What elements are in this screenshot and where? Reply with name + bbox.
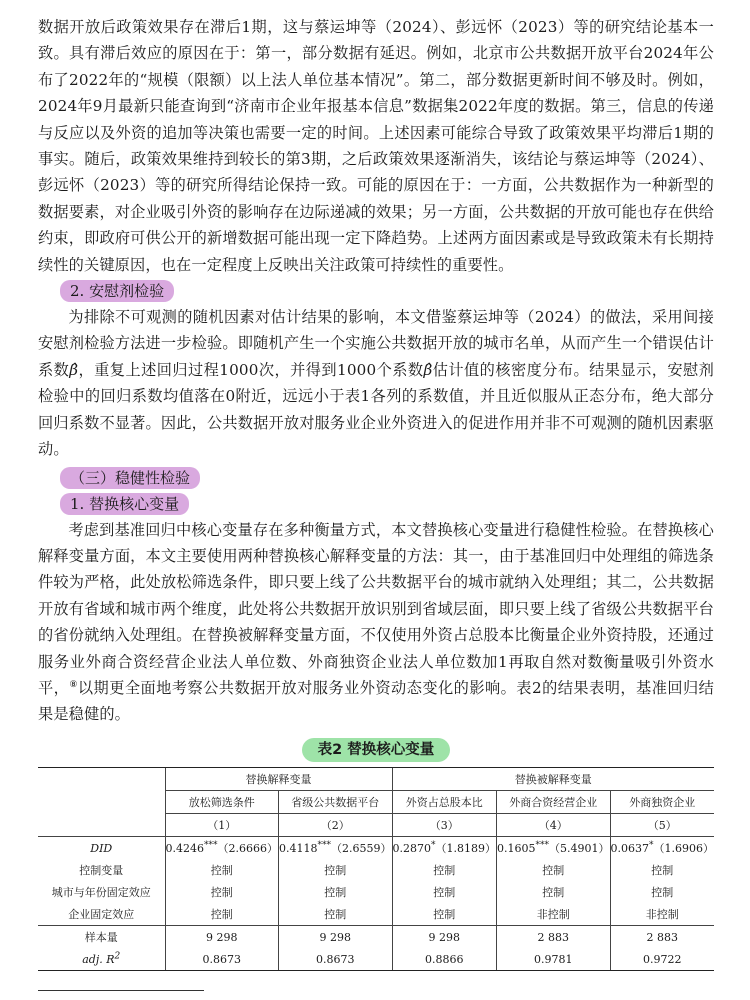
table-cell: 控制 <box>279 903 393 926</box>
table-cell: 9 298 <box>392 926 497 949</box>
group-header-replace-dependent: 替换被解释变量 <box>392 768 714 791</box>
table-caption-wrap <box>38 738 714 766</box>
column-header: 省级公共数据平台 <box>279 791 393 814</box>
placebo-text-b: ，重复上述回归过程1000次，并得到1000个系数 <box>78 360 424 379</box>
t-statistic: （1.8189） <box>435 842 496 855</box>
table-cell: 控制 <box>279 881 393 903</box>
table-cell: 控制 <box>165 881 279 903</box>
column-header: 放松筛选条件 <box>165 791 279 814</box>
adj-r-label: adj. R <box>82 952 115 966</box>
table-row-sample-size <box>38 926 714 949</box>
t-statistic: （2.6559） <box>331 842 392 855</box>
column-number: （1） <box>165 814 279 837</box>
table-cell: 控制 <box>279 859 393 881</box>
did-coefficient: 0.4118 <box>279 842 318 855</box>
table-column-header-row <box>38 791 714 814</box>
r2-superscript: 2 <box>114 950 121 961</box>
did-coefficient: 0.4246 <box>165 842 204 855</box>
column-number: （5） <box>610 814 714 837</box>
did-coefficient: 0.1605 <box>497 842 536 855</box>
heading-placebo-test: 2. 安慰剂检验 <box>60 280 174 302</box>
table-cell: 0.8866 <box>392 948 497 971</box>
significance-stars: * <box>649 840 654 851</box>
table-row-did <box>38 837 714 860</box>
paragraph-lag-effect: 数据开放后政策效果存在滞后1期，这与蔡运坤等（2024）、彭远怀（2023）等的研究结论基本一致。具有滞后效应的原因在于：第一，部分数据有延迟。例如，北京市公共数据开放平台2024年公布了2022年的“规模（限额）以上法人单位基本情况”。第二，部分数据更新时间不够及时。例如，2024年9月最新只能查询到“济南市企业年报基本信息”数据集2022年度的数据。第三，信息的传递与反应以及外资的追加等决策也需要一定的时间。上述因素可能综合导致了政策效果平均滞后1期的事实。随后，政策效果维持到较长的第3期，之后政策效果逐渐消失，该结论与蔡运坤等（2024）、彭远怀（2023）等的研究所得结论保持一致。可能的原因在于：一方面，公共数据作为一种新型的数据要素，对企业吸引外资的影响存在边际递减的效果；另一方面，公共数据的开放可能也存在供给约束，即政府可供公开的新增数据可能出现一定下降趋势。上述两方面因素或是导致政策未有长期持续性的关键原因，也在一定程度上反映出关注政策可持续性的重要性。 <box>38 18 714 274</box>
column-number: （2） <box>279 814 393 837</box>
table-caption: 表2 替换核心变量 <box>302 738 451 762</box>
table-cell: 控制 <box>165 859 279 881</box>
table-row-controls <box>38 859 714 881</box>
significance-stars: *** <box>535 840 549 851</box>
t-statistic: （2.6666） <box>217 842 278 855</box>
column-number: （3） <box>392 814 497 837</box>
replace-text-a: 考虑到基准回归中核心变量存在多种衡量方式，本文替换核心变量进行稳健性检验。在替换核心解释变量方面，本文主要使用两种替换核心解释变量的方法：其一，由于基准回归中处理组的筛选条件较为严格，此处放松筛选条件，即只要上线了公共数据平台的城市就纳入处理组；其二，公共数据开放有省域和城市两个维度，此处将公共数据开放识别到省域层面，即只要上线了省级公共数据平台的省份就纳入处理组。在替换被解释变量方面，不仅使用外资占总股本比衡量企业外资持股，还通过服务业外商合资经营企业法人单位数、外商独资企业法人单位数加1再取自然对数衡量吸引外资水平， <box>38 520 714 697</box>
did-cell <box>165 837 279 860</box>
t-statistic: （1.6906） <box>653 842 714 855</box>
paragraph-placebo <box>38 304 714 462</box>
results-table <box>38 767 714 971</box>
placebo-text-a: 为排除不可观测的随机因素对估计结果的影响，本文借鉴蔡运坤等（2024）的做法，采用间接安慰剂检验方法进一步检验。即随机产生一个实施公共数据开放的城市名单，从而产生一个错误估计系数 <box>38 308 714 379</box>
did-cell <box>279 837 393 860</box>
table-cell: 0.8673 <box>279 948 393 971</box>
row-label: 控制变量 <box>79 864 124 877</box>
paper-page <box>38 14 714 766</box>
significance-stars: *** <box>317 840 331 851</box>
significance-stars: * <box>431 840 436 851</box>
row-label: 城市与年份固定效应 <box>51 886 151 899</box>
heading-replace-core-variables: 1. 替换核心变量 <box>60 493 189 515</box>
table-cell: 控制 <box>392 859 497 881</box>
t-statistic: （5.4901） <box>549 842 610 855</box>
table-cell: 9 298 <box>279 926 393 949</box>
table-row-firm-fe <box>38 903 714 926</box>
footnote-divider <box>38 990 204 991</box>
table-cell: 控制 <box>392 903 497 926</box>
column-header: 外资占总股本比 <box>392 791 497 814</box>
table-cell: 2 883 <box>497 926 611 949</box>
table-cell: 0.8673 <box>165 948 279 971</box>
row-label: 企业固定效应 <box>68 908 135 921</box>
table-cell: 2 883 <box>610 926 714 949</box>
beta-hat-symbol: β̂ <box>423 360 433 379</box>
table-row-city-year-fe <box>38 881 714 903</box>
table-cell: 控制 <box>497 859 611 881</box>
row-label-did: DID <box>38 837 165 860</box>
empty-cell <box>38 791 165 814</box>
did-cell <box>392 837 497 860</box>
footnote-marker: ⑧ <box>69 679 78 690</box>
column-number: （4） <box>497 814 611 837</box>
did-cell <box>610 837 714 860</box>
column-header: 外商合资经营企业 <box>497 791 611 814</box>
row-label-sample-size: 样本量 <box>38 926 165 949</box>
did-coefficient: 0.2870 <box>392 842 431 855</box>
did-coefficient: 0.0637 <box>610 842 649 855</box>
paragraph-replace-variables <box>38 517 714 728</box>
column-header: 外商独资企业 <box>610 791 714 814</box>
placebo-text-c: 估计值的核密度分布。结果显示，安慰剂检验中的回归系数均值落在0附近，远远小于表1各列的系数值，并且近似服从正态分布，绝大部分回归系数不显著。因此，公共数据开放对服务业企业外资进入的促进作用并非不可观测的随机因素驱动。 <box>38 360 714 459</box>
did-cell <box>497 837 611 860</box>
empty-cell <box>38 814 165 837</box>
replace-text-b: 以期更全面地考察公共数据开放对服务业外资动态变化的影响。表2的结果表明，基准回归结果是稳健的。 <box>38 678 715 724</box>
table-cell: 0.9722 <box>610 948 714 971</box>
table-cell: 非控制 <box>610 903 714 926</box>
table-cell: 控制 <box>497 881 611 903</box>
table-group-header-row <box>38 768 714 791</box>
beta-hat-symbol: β̂ <box>69 360 79 379</box>
group-header-replace-explanatory: 替换解释变量 <box>165 768 392 791</box>
table-cell: 控制 <box>165 903 279 926</box>
empty-corner-cell <box>38 768 165 791</box>
table-cell: 控制 <box>392 881 497 903</box>
table-cell: 非控制 <box>497 903 611 926</box>
table-row-adj-r2 <box>38 948 714 971</box>
row-label-adj-r2 <box>38 948 165 971</box>
table-column-number-row <box>38 814 714 837</box>
heading-robustness: （三）稳健性检验 <box>60 467 200 489</box>
table-cell: 0.9781 <box>497 948 611 971</box>
significance-stars: *** <box>204 840 218 851</box>
table-cell: 控制 <box>610 859 714 881</box>
table-cell: 控制 <box>610 881 714 903</box>
table-cell: 9 298 <box>165 926 279 949</box>
